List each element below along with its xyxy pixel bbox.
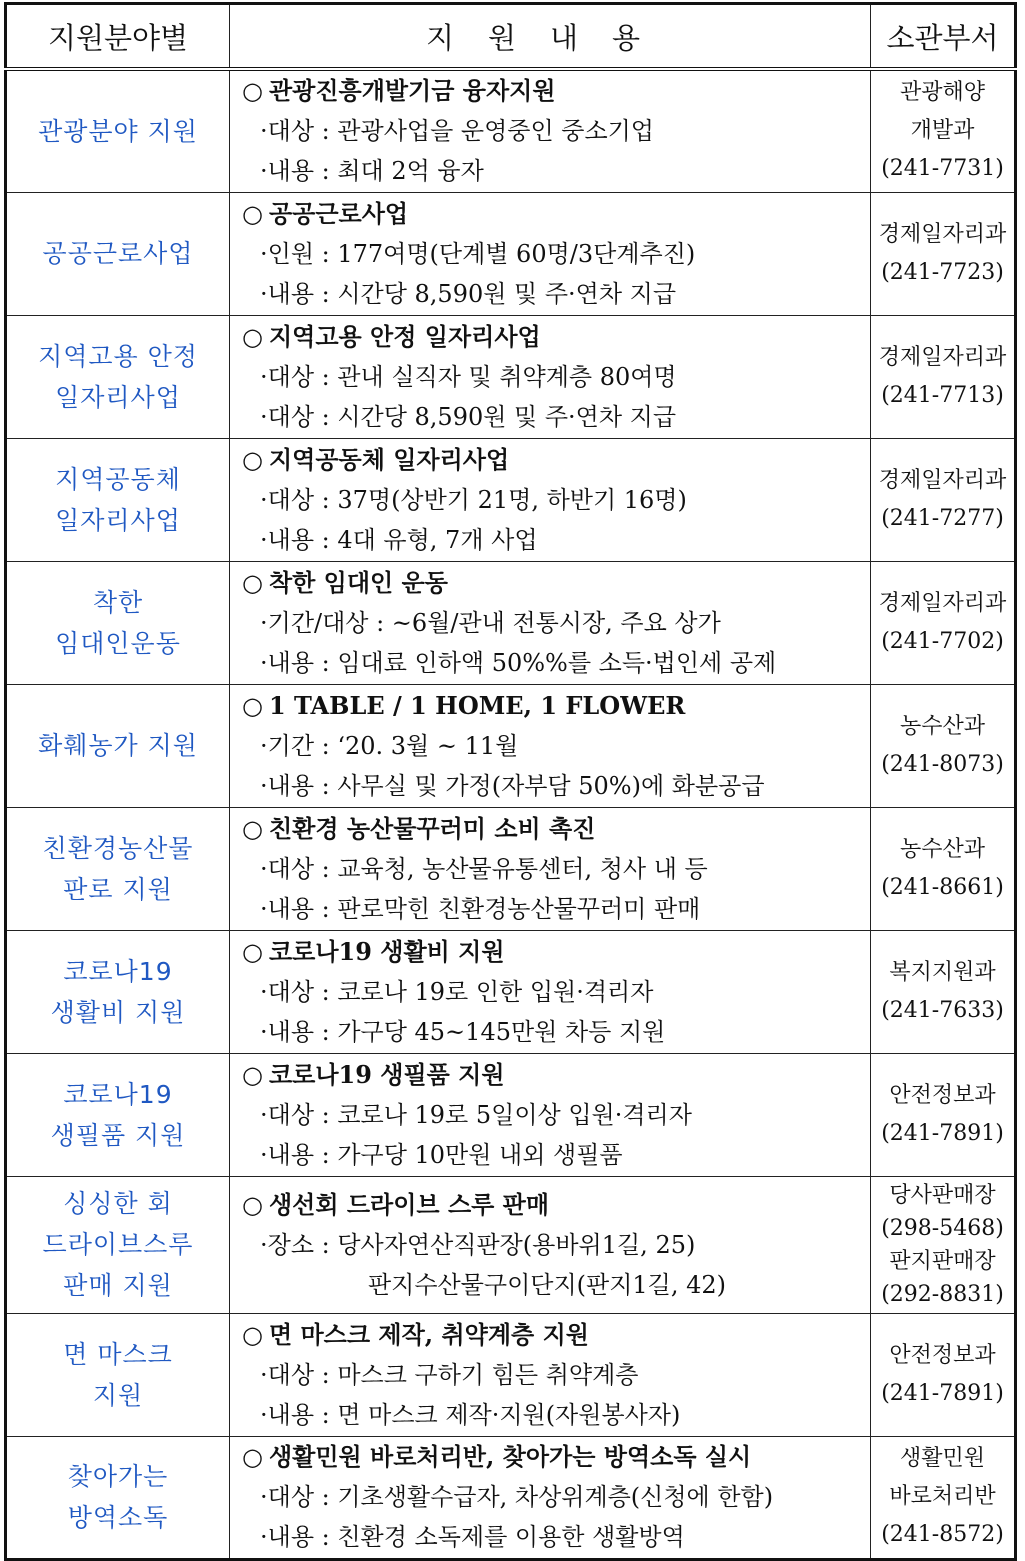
support-detail-continued: 판지수산물구이단지(판지1길, 42) <box>368 1270 727 1299</box>
support-title <box>242 563 870 603</box>
support-title-text: 친환경 농산물꾸러미 소비 촉진 <box>268 813 596 843</box>
responsible-dept <box>871 315 1016 438</box>
circle-bullet-icon: ○ <box>242 1190 263 1219</box>
support-area <box>6 561 230 684</box>
header-content: 지원내용 <box>230 4 871 70</box>
support-detail: ·내용 : 친환경 소독제를 이용한 생활방역 <box>260 1523 685 1551</box>
support-title-text: 코로나19 생활비 지원 <box>268 936 505 966</box>
responsible-dept-line: 경제일자리과 <box>878 467 1007 493</box>
support-title-text: 생활민원 바로처리반, 찾아가는 방역소독 실시 <box>268 1442 752 1471</box>
support-content <box>230 1313 871 1436</box>
support-title <box>242 809 870 849</box>
support-content <box>230 930 871 1053</box>
table-row <box>6 1176 1016 1313</box>
responsible-dept-line: (241-8661) <box>881 874 1004 900</box>
support-area-line: 지원 <box>92 1380 144 1410</box>
support-detail: ·대상 : 코로나 19로 인한 입원·격리자 <box>260 977 654 1006</box>
circle-bullet-icon: ○ <box>242 445 263 474</box>
circle-bullet-icon: ○ <box>242 1320 263 1349</box>
support-area-line: 판로 지원 <box>63 874 173 904</box>
support-content <box>230 684 871 807</box>
support-title <box>242 686 870 726</box>
responsible-dept <box>871 1176 1016 1313</box>
support-area <box>6 192 230 315</box>
responsible-dept-line: 경제일자리과 <box>878 221 1007 247</box>
responsible-dept-line: (241-7702) <box>881 628 1004 654</box>
support-title-text: 생선회 드라이브 스루 판매 <box>268 1189 550 1219</box>
support-area-line: 지역고용 안정 <box>38 341 198 371</box>
table-row <box>6 192 1016 315</box>
support-title <box>242 317 870 357</box>
support-title <box>242 1055 870 1095</box>
responsible-dept-line: 바로처리반 <box>889 1484 996 1509</box>
support-area <box>6 438 230 561</box>
responsible-dept-line: 복지지원과 <box>889 959 996 985</box>
support-area <box>6 1313 230 1436</box>
support-title-text: 관광진흥개발기금 융자지원 <box>268 76 556 106</box>
table-row <box>6 1436 1016 1559</box>
responsible-dept-line: 농수산과 <box>899 713 985 739</box>
support-area-line: 지역공동체 <box>55 464 181 494</box>
support-detail: ·내용 : 임대료 인하액 50%%를 소득·법인세 공제 <box>260 648 777 677</box>
responsible-dept <box>871 930 1016 1053</box>
responsible-dept <box>871 1053 1016 1176</box>
support-area-line: 코로나19 <box>63 956 173 986</box>
responsible-dept-line: 경제일자리과 <box>878 590 1007 616</box>
support-table <box>4 2 1017 1561</box>
table-row <box>6 1313 1016 1436</box>
support-detail: ·대상 : 관광사업을 운영중인 중소기업 <box>260 117 654 146</box>
responsible-dept-line: 농수산과 <box>899 836 985 862</box>
support-title <box>242 1437 870 1477</box>
circle-bullet-icon: ○ <box>242 199 263 228</box>
responsible-dept-line: (241-7891) <box>881 1120 1004 1146</box>
responsible-dept-line: 안전정보과 <box>889 1082 996 1108</box>
table-row <box>6 807 1016 930</box>
responsible-dept-line: (298-5468) <box>881 1215 1004 1241</box>
support-area-line: 드라이브스루 <box>42 1230 194 1259</box>
table-row <box>6 438 1016 561</box>
support-title-text: 1 TABLE / 1 HOME, 1 FLOWER <box>268 690 686 720</box>
support-title-text: 지역고용 안정 일자리사업 <box>268 321 541 351</box>
support-area <box>6 69 230 192</box>
support-area-line: 코로나19 <box>63 1079 173 1109</box>
support-content <box>230 561 871 684</box>
support-title <box>242 440 870 480</box>
support-area <box>6 1053 230 1176</box>
table-row <box>6 1053 1016 1176</box>
responsible-dept-line: 생활민원 <box>899 1446 985 1471</box>
support-area <box>6 930 230 1053</box>
table-row <box>6 930 1016 1053</box>
support-content <box>230 1176 871 1313</box>
responsible-dept-line: (241-8073) <box>881 751 1004 777</box>
support-content <box>230 1053 871 1176</box>
support-detail: ·내용 : 판로막힌 친환경농산물꾸러미 판매 <box>260 894 701 923</box>
circle-bullet-icon: ○ <box>242 814 263 843</box>
responsible-dept-line: (241-7731) <box>881 156 1004 182</box>
support-detail: ·내용 : 면 마스크 제작·지원(자원봉사자) <box>260 1400 681 1429</box>
support-area-line: 착한 <box>92 587 144 617</box>
responsible-dept-line: (241-7633) <box>881 997 1004 1023</box>
support-area <box>6 1436 230 1559</box>
circle-bullet-icon: ○ <box>242 1060 263 1089</box>
support-area <box>6 1176 230 1313</box>
support-detail: ·기간/대상 : ~6월/관내 전통시장, 주요 상가 <box>260 608 721 637</box>
circle-bullet-icon: ○ <box>242 691 263 720</box>
support-title-text: 면 마스크 제작, 취약계층 지원 <box>268 1319 589 1349</box>
responsible-dept-line: (241-7277) <box>881 505 1004 531</box>
support-content <box>230 315 871 438</box>
support-detail: ·내용 : 최대 2억 융자 <box>260 157 484 186</box>
support-area-line: 일자리사업 <box>55 505 181 535</box>
responsible-dept-line: 당사판매장 <box>889 1182 996 1208</box>
responsible-dept <box>871 438 1016 561</box>
support-area-line: 면 마스크 <box>63 1339 173 1369</box>
support-title <box>242 1315 870 1355</box>
responsible-dept-line: (241-7713) <box>881 382 1004 408</box>
support-title-text: 지역공동체 일자리사업 <box>268 444 510 474</box>
support-title <box>242 71 870 111</box>
support-area-line: 판매 지원 <box>63 1271 173 1300</box>
support-detail: ·내용 : 4대 유형, 7개 사업 <box>260 525 538 554</box>
table-row <box>6 69 1016 192</box>
support-area-line: 임대인운동 <box>55 628 181 658</box>
support-title <box>242 932 870 972</box>
responsible-dept-line: 개발과 <box>910 118 975 144</box>
support-content <box>230 807 871 930</box>
support-detail: ·기간 : ‘20. 3월 ~ 11월 <box>260 731 519 760</box>
support-detail: ·내용 : 가구당 45~145만원 차등 지원 <box>260 1017 666 1046</box>
circle-bullet-icon: ○ <box>242 568 263 597</box>
responsible-dept <box>871 561 1016 684</box>
table-row <box>6 315 1016 438</box>
support-detail: ·인원 : 177여명(단계별 60명/3단계추진) <box>260 239 696 268</box>
support-area-line: 싱싱한 회 <box>63 1189 173 1218</box>
circle-bullet-icon: ○ <box>242 77 263 106</box>
support-detail: ·대상 : 37명(상반기 21명, 하반기 16명) <box>260 485 687 514</box>
support-area-line: 친환경농산물 <box>42 833 194 863</box>
circle-bullet-icon: ○ <box>242 1443 263 1471</box>
support-detail: ·내용 : 사무실 및 가정(자부담 50%)에 화분공급 <box>260 771 765 800</box>
support-detail: ·대상 : 관내 실직자 및 취약계층 80여명 <box>260 362 677 391</box>
support-content <box>230 438 871 561</box>
support-table-wrapper <box>4 2 1014 1561</box>
support-area-line: 공공근로사업 <box>42 239 194 268</box>
support-content <box>230 192 871 315</box>
support-area-line: 찾아가는 <box>67 1462 169 1491</box>
responsible-dept <box>871 807 1016 930</box>
support-detail: ·대상 : 코로나 19로 5일이상 입원·격리자 <box>260 1100 692 1129</box>
table-row <box>6 561 1016 684</box>
responsible-dept-line: (292-8831) <box>881 1281 1004 1307</box>
support-area-line: 화훼농가 지원 <box>38 731 198 760</box>
support-detail: ·대상 : 시간당 8,590원 및 주·연차 지급 <box>260 402 677 431</box>
header-area: 지원분야별 <box>6 4 230 70</box>
responsible-dept <box>871 684 1016 807</box>
support-area-line: 방역소독 <box>67 1503 169 1532</box>
responsible-dept-line: 관광해양 <box>899 80 985 106</box>
support-detail: ·대상 : 교육청, 농산물유통센터, 청사 내 등 <box>260 854 708 883</box>
responsible-dept <box>871 1313 1016 1436</box>
support-area <box>6 315 230 438</box>
support-title <box>242 1185 870 1225</box>
support-content <box>230 1436 871 1559</box>
support-area-line: 관광분야 지원 <box>38 116 198 146</box>
responsible-dept-line: 경제일자리과 <box>878 344 1007 370</box>
support-area-line: 생필품 지원 <box>50 1120 186 1150</box>
support-detail: ·장소 : 당사자연산직판장(용바위1길, 25) <box>260 1230 696 1259</box>
table-header-row <box>6 4 1016 70</box>
support-area-line: 생활비 지원 <box>50 997 186 1027</box>
responsible-dept <box>871 69 1016 192</box>
support-area <box>6 807 230 930</box>
support-detail: ·내용 : 시간당 8,590원 및 주·연차 지급 <box>260 279 677 308</box>
support-area-line: 일자리사업 <box>55 382 181 412</box>
support-content <box>230 69 871 192</box>
support-title-text: 공공근로사업 <box>268 198 409 228</box>
responsible-dept-line: 안전정보과 <box>889 1342 996 1368</box>
support-title-text: 착한 임대인 운동 <box>268 567 448 597</box>
responsible-dept <box>871 1436 1016 1559</box>
table-row <box>6 684 1016 807</box>
support-detail: ·대상 : 기초생활수급자, 차상위계층(신청에 한함) <box>260 1483 774 1511</box>
circle-bullet-icon: ○ <box>242 937 263 966</box>
support-title <box>242 194 870 234</box>
header-dept: 소관부서 <box>871 4 1016 70</box>
support-detail: ·내용 : 가구당 10만원 내외 생필품 <box>260 1140 623 1169</box>
support-area <box>6 684 230 807</box>
support-title-text: 코로나19 생필품 지원 <box>268 1059 505 1089</box>
responsible-dept-line: 판지판매장 <box>889 1248 996 1274</box>
responsible-dept-line: (241-7723) <box>881 259 1004 285</box>
responsible-dept <box>871 192 1016 315</box>
responsible-dept-line: (241-8572) <box>881 1522 1004 1547</box>
circle-bullet-icon: ○ <box>242 322 263 351</box>
support-detail: ·대상 : 마스크 구하기 힘든 취약계층 <box>260 1360 639 1389</box>
responsible-dept-line: (241-7891) <box>881 1380 1004 1406</box>
